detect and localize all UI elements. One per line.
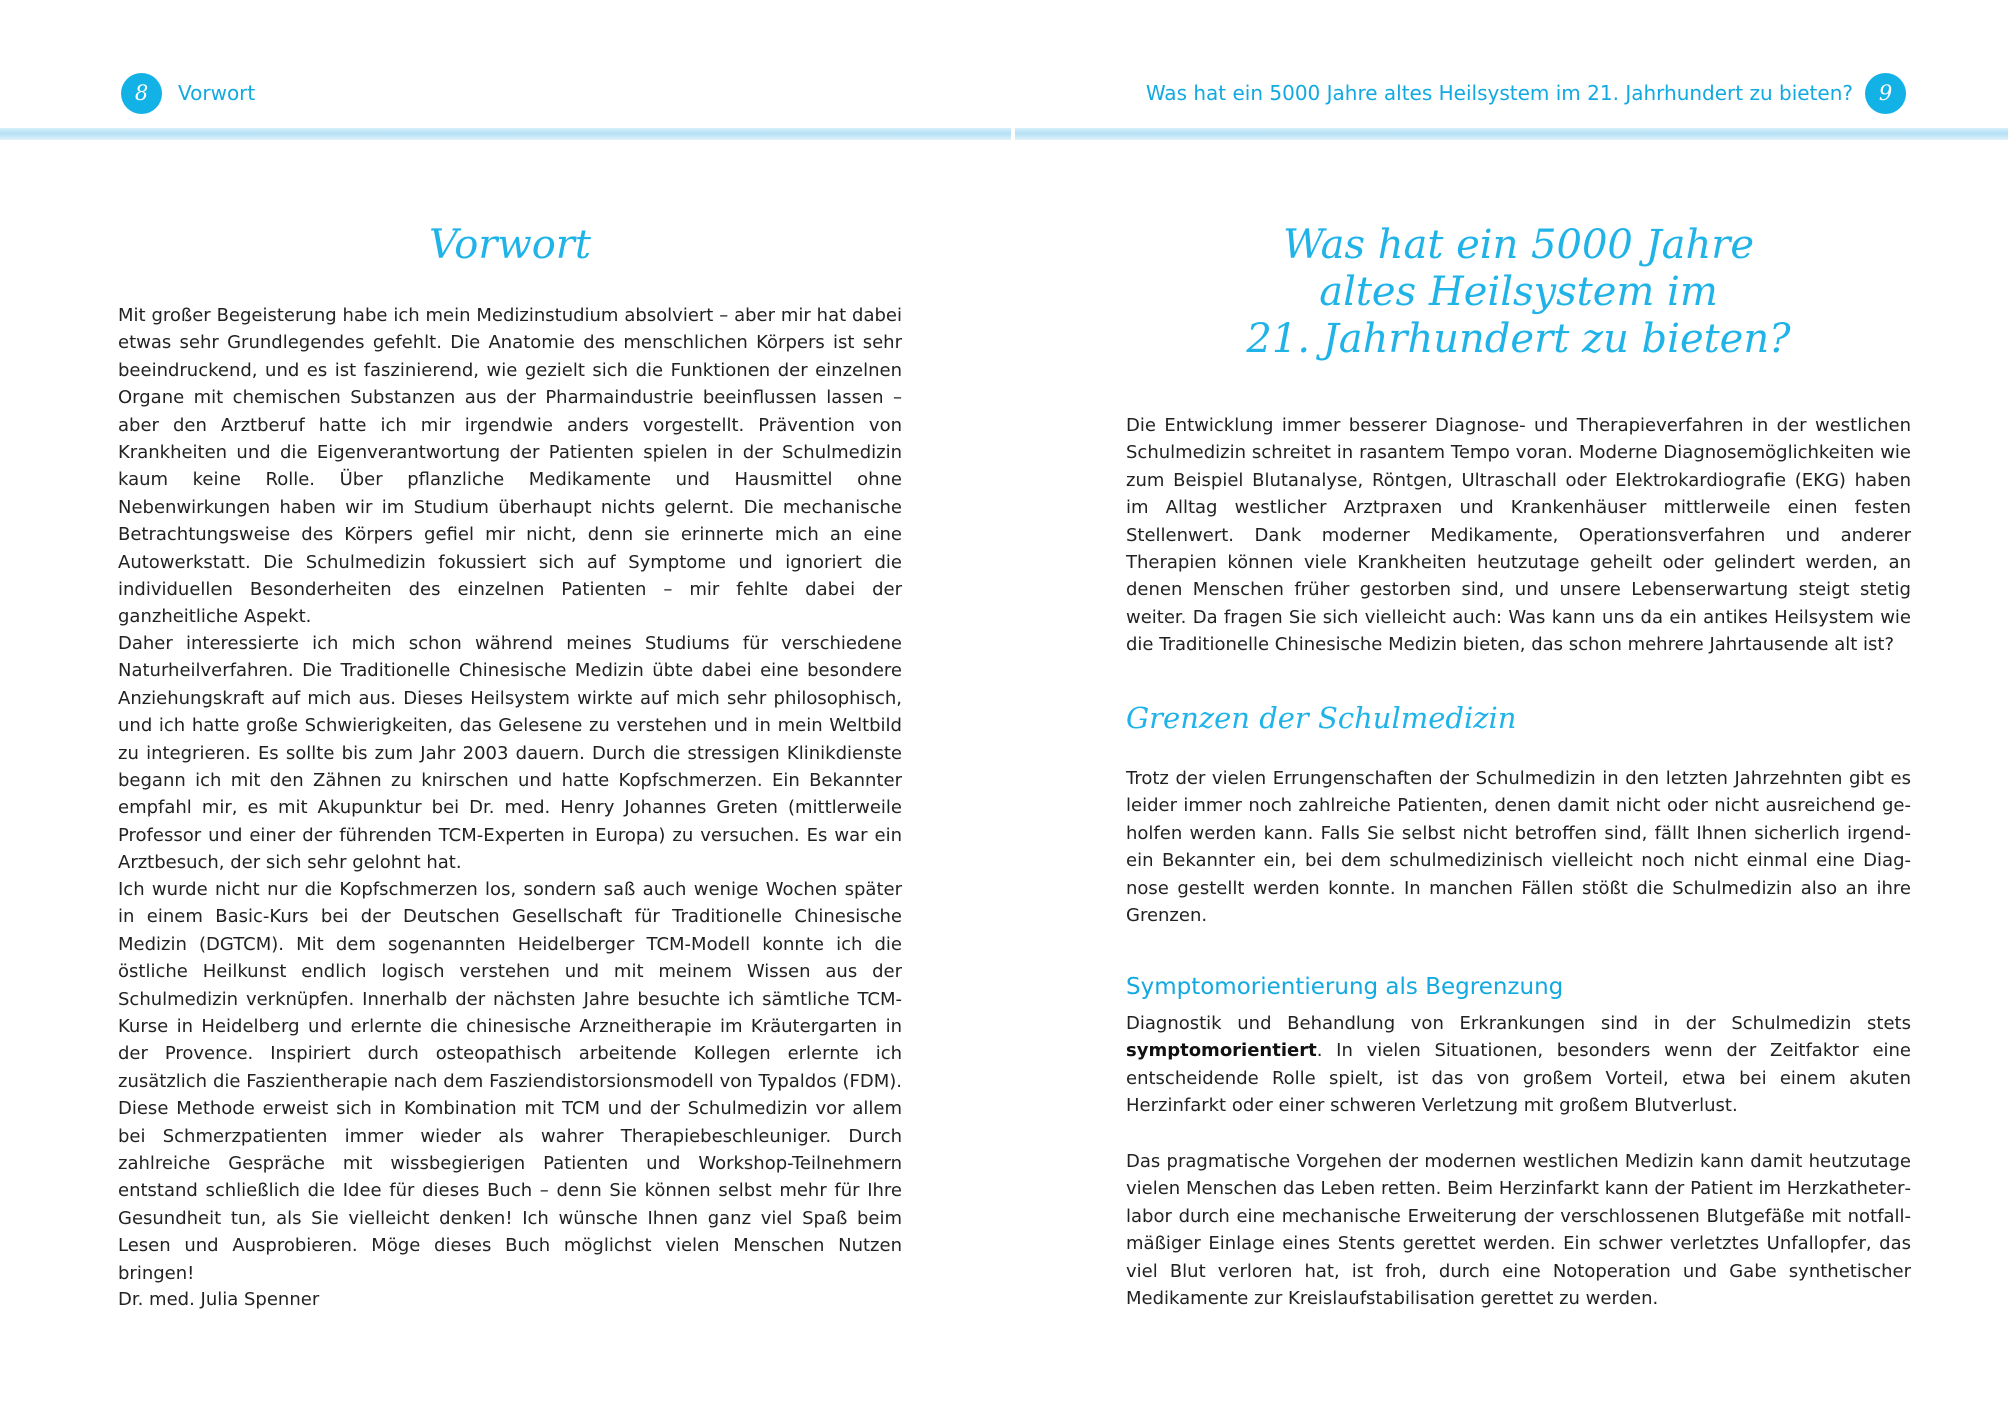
subsection-paragraph-1-end: . In vielen Situationen, besonders wenn der Zeitfaktor eine entscheidende Rolle spielt, ist das von großem Vorteil, etwa bei einem akuten Herzinfarkt oder einer schweren Verletzung mit großem Blutverlust. [1126, 1040, 1911, 1117]
right-intro-paragraph: Die Entwicklung immer besserer Diagnose- und Therapieverfahren in der westlichen Schulmedizin schreitet in rasantem Tempo voran. Moderne Diagnosemöglichkeiten wie zum Beispiel Blutanalyse, Röntgen, Ultraschall oder Elektrokardiografie (EKG) haben im Alltag westlicher Arztpraxen und Krankenhäuser mittlerweile einen festen Stellenwert. Dank moderner Medikamente, Operationsverfahren und anderer Therapien können viele Krankheiten heutzutage geheilt oder gelindert werden, an denen Menschen früher gestorben sind, und unsere Lebenserwartung steigt stetig weiter. Da fragen Sie sich vielleicht auch: Was kann uns da ein antikes Heilsystem wie die Traditionelle Chinesische Medizin bieten, das schon mehrere Jahrtausende alt ist? [1126, 415, 1911, 656]
bold-term: symptomorientiert [1126, 1040, 1317, 1062]
section-title: Grenzen der Schulmedizin [1126, 701, 1517, 735]
right-running-head: Was hat ein 5000 Jahre altes Heilsystem im 21. Jahrhundert zu bieten? [1145, 81, 1853, 105]
right-page-number-badge: 9 [1865, 73, 1906, 114]
left-paragraph-3: Ich wurde nicht nur die Kopfschmerzen los, sondern saß auch wenige Wochen später in einem Basic-Kurs bei der Deutschen Gesellschaft für Traditionelle Chinesische Medizin (DGTCM). Mit dem sogenannten Heidelberger TCM-Modell konnte ich die östliche Heilkunst endlich logisch verstehen und mit meinem Wissen aus der Schulmedizin verknüpfen. Innerhalb der nächsten Jahre besuchte ich sämtliche TCM-Kurse in Heidelberg und erlernte die chinesische Arzneitherapie im Kräutergarten in der Provence. Inspiriert durch osteopathisch arbeitende Kollegen erlernte ich zusätzlich die Faszientherapie nach dem Fasziendistorsionsmodell von Typaldos (FDM). Diese Methode erweist sich in Kombination mit TCM und der Schulmedizin vor allem bei Schmerzpatienten immer wieder als wahrer Therapiebeschleuniger. Durch zahlreiche Gespräche mit wissbegierigen Patienten und Workshop-Teilnehmern entstand schließlich die Idee für dieses Buch – denn Sie können selbst mehr für Ihre Gesundheit tun, als Sie vielleicht denken! Ich wünsche Ihnen ganz viel Spaß beim Lesen und Ausprobieren. Möge dieses Buch möglichst vielen Menschen Nutzen bringen! [118, 879, 902, 1284]
subsection-paragraph-1 [1126, 1010, 1911, 1120]
left-running-head: Vorwort [178, 81, 256, 105]
book-spine-gap [1011, 126, 1015, 142]
right-title-line-2: altes Heilsystem im [1319, 269, 1718, 315]
left-paragraph-2: Daher interessierte ich mich schon während meines Studiums für verschiedene Naturheilverfahren. Die Traditionelle Chinesische Medizin übte dabei eine besondere Anziehungskraft auf mich aus. Dieses Heilsystem wirkte auf mich sehr philosophisch, und ich hatte große Schwierigkeiten, das Gelesene zu verstehen und in mein Weltbild zu integrieren. Es sollte bis zum Jahr 2003 dauern. Durch die stressigen Klinikdienste begann ich mit den Zähnen zu knirschen und hatte Kopfschmerzen. Ein Bekannter empfahl mir, es mit Akupunktur bei Dr. med. Henry Johannes Greten (mittlerweile Professor und einer der führenden TCM-Experten in Europa) zu versuchen. Es war ein Arztbesuch, der sich sehr gelohnt hat. [118, 633, 902, 874]
left-page-title: Vorwort [429, 222, 591, 268]
signature: Dr. med. Julia Spenner [118, 1289, 320, 1310]
left-paragraph-1: Mit großer Begeisterung habe ich mein Medizinstudium absolviert – aber mir hat dabei etwas sehr Grundlegendes gefehlt. Die Anatomie des menschlichen Körpers ist sehr beeindruckend, und es ist faszinierend, wie gezielt sich die Funktionen der einzelnen Organe mit chemischen Substanzen aus der Pharmaindustrie beeinflussen lassen – aber den Arztberuf hatte ich mir irgendwie anders vorgestellt. Prävention von Krankheiten und die Eigenverantwortung der Patienten spielen in der Schulmedizin kaum keine Rolle. Über pflanzliche Medikamente und Hausmittel ohne Nebenwirkungen haben wir im Studium überhaupt nichts gelernt. Die mechanische Betrachtungsweise des Körpers gefiel mir nicht, denn sie erinnerte mich an eine Autowerkstatt. Die Schulmedizin fokussiert sich auf Symptome und ignoriert die individuellen Besonderheiten des einzelnen Patienten – mir fehlte dabei der ganzheitliche Aspekt. [118, 305, 902, 628]
left-page-number-badge: 8 [121, 73, 162, 114]
subsection-paragraph-1-start: Diagnostik und Behandlung von Erkrankungen sind in der Schulmedizin stets [1126, 1013, 1911, 1034]
subsection-paragraph-2: Das pragmatische Vorgehen der modernen westlichen Medizin kann damit heutzutage vielen Menschen das Leben retten. Beim Herzinfarkt kann der Patient im Herzkatheterlabor durch eine mechanische Erweiterung der verschlossenen Blutgefäße mit notfallmäßiger Einlage eines Stents gerettet werden. Ein schwer verletztes Unfallopfer, das viel Blut verloren hat, ist froh, durch eine Notoperation und Gabe synthetischer Medikamente zur Kreislaufstabilisation gerettet zu werden. [1126, 1151, 1911, 1310]
section-paragraph: Trotz der vielen Errungenschaften der Schulmedizin in den letzten Jahrzehnten gibt es leider immer noch zahlreiche Patienten, denen damit nicht oder nicht ausreichend geholfen werden kann. Falls Sie selbst nicht betroffen sind, fällt Ihnen sicherlich irgendein Bekannter ein, bei dem schulmedizinisch vielleicht noch nicht einmal eine Diagnose gestellt werden konnte. In manchen Fällen stößt die Schulmedizin also an ihre Grenzen. [1126, 768, 1911, 927]
header-rule [0, 128, 2008, 140]
right-page-title [1126, 222, 1911, 363]
subsection-title: Symptomorientierung als Begrenzung [1126, 974, 1564, 1000]
right-title-line-1: Was hat ein 5000 Jahre [1282, 222, 1754, 268]
right-title-line-3: 21. Jahrhundert zu bieten? [1246, 316, 1791, 362]
